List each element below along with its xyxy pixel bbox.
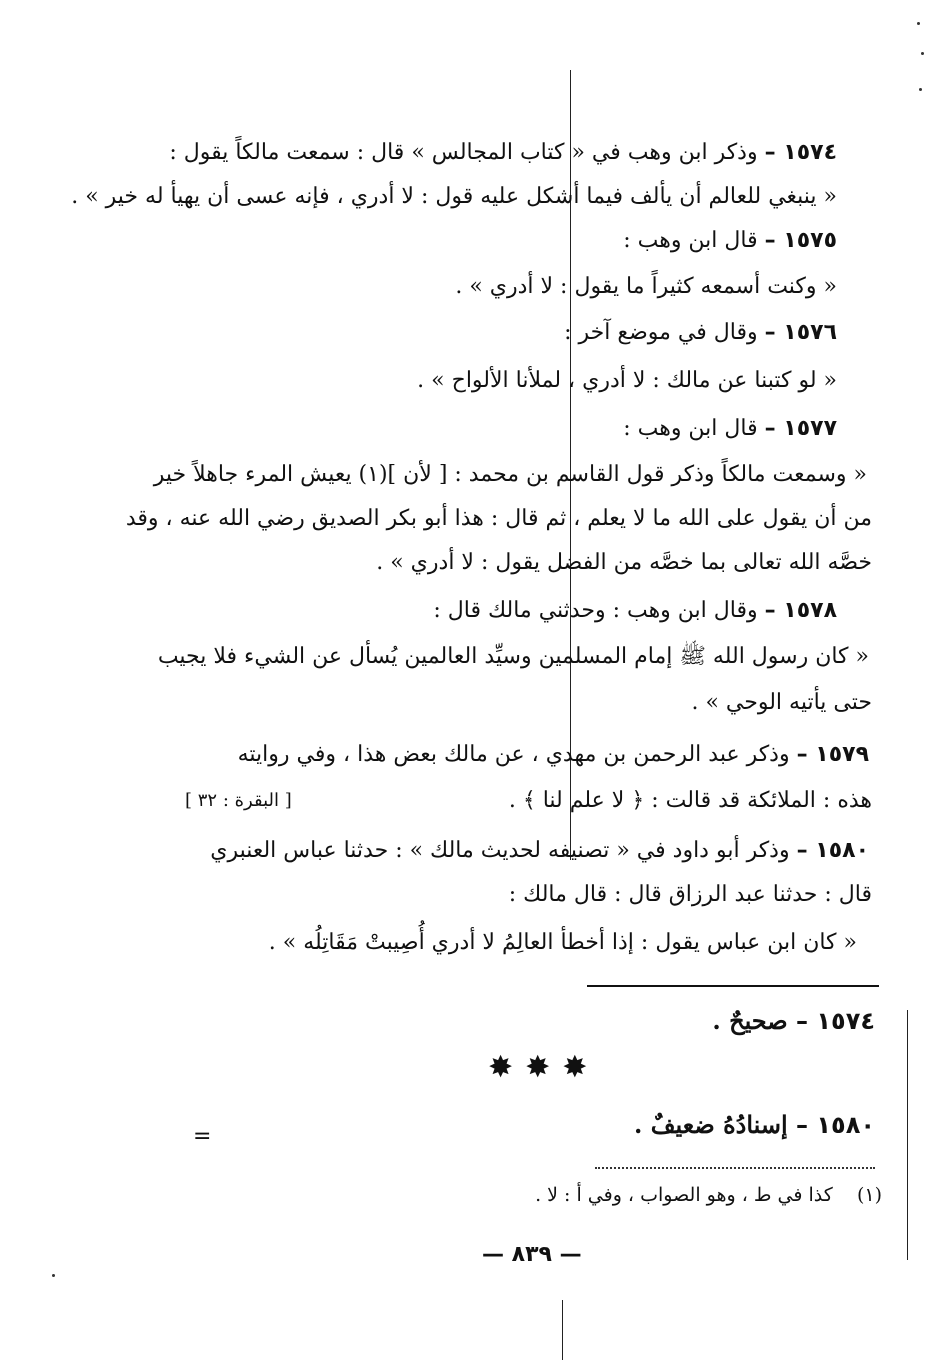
hadith-1577-line: ١٥٧٧ – قال ابن وهب : [623, 416, 837, 441]
note-1580: ١٥٨٠ – إسنادُهُ ضعيفٌ . [633, 1110, 875, 1139]
hadith-1575-line: ١٥٧٥ – قال ابن وهب : [623, 228, 837, 253]
hadith-1576-line: ١٥٧٦ – وقال في موضع آخر : [564, 320, 837, 345]
notes-separator [587, 985, 879, 987]
hadith-1574-quote: « ينبغي للعالم أن يألف فيما أشكل عليه قول : لا أدري ، فإنه عسى أن يهيأ له خير » . [71, 184, 837, 209]
scan-speck [917, 22, 920, 25]
hadith-1579-line: ١٥٧٩ – وذكر عبد الرحمن بن مهدي ، عن مالك بعض هذا ، وفي روايته [237, 742, 869, 767]
note-1574: ١٥٧٤ – صحيحٌ . [712, 1006, 875, 1035]
page-number: — ٨٣٩ — [482, 1242, 582, 1267]
footnote-separator [595, 1167, 875, 1169]
hadith-1580-line-2: قال : حدثنا عبد الرزاق قال : قال مالك : [508, 882, 872, 907]
hadith-1578-quote-1: « كان رسول الله ﷺ إمام المسلمين وسيِّد العالمين يُسأل عن الشيء فلا يجيب [157, 644, 869, 669]
scan-speck [52, 1274, 55, 1277]
section-stars-divider: ✸✸✸ [488, 1050, 600, 1085]
scan-speck [919, 88, 922, 91]
continuation-mark: = [193, 1124, 212, 1149]
footnote-1: (١) كذا في ط ، وهو الصواب ، وفي أ : لا . [535, 1184, 882, 1206]
hadith-1576-quote: « لو كتبنا عن مالك : لا أدري ، لملأنا الألواح » . [417, 368, 837, 393]
hadith-1578-line: ١٥٧٨ – وقال ابن وهب : وحدثني مالك قال : [433, 598, 837, 623]
hadith-1578-quote-2: حتى يأتيه الوحي » . [691, 690, 872, 715]
scan-artifact-line [907, 1010, 908, 1260]
hadith-1577-quote-1: « وسمعت مالكاً وذكر قول القاسم بن محمد : [ لأن ](١) يعيش المرء جاهلاً خير [153, 462, 867, 487]
hadith-1580-line: ١٥٨٠ – وذكر أبو داود في « تصنيفه لحديث مالك » : حدثنا عباس العنبري [210, 838, 869, 863]
hadith-1575-quote: « وكنت أسمعه كثيراً ما يقول : لا أدري » . [455, 274, 837, 299]
hadith-1574-line: ١٥٧٤ – وذكر ابن وهب في « كتاب المجالس » قال : سمعت مالكاً يقول : [169, 140, 837, 165]
hadith-1577-quote-2: من أن يقول على الله ما لا يعلم ، ثم قال : هذا أبو بكر الصديق رضي الله عنه ، وقد [125, 506, 872, 531]
quran-reference: [ البقرة : ٣٢ ] [185, 790, 292, 811]
hadith-1577-quote-3: خصَّه الله تعالى بما خصَّه من الفضل يقول : لا أدري » . [376, 550, 872, 575]
hadith-1579-quote: هذه : الملائكة قد قالت : ﴿ لا علم لنا ﴾ . [508, 788, 872, 813]
scan-artifact-line [562, 1300, 563, 1360]
hadith-1580-quote: « كان ابن عباس يقول : إذا أخطأ العالِمُ لا أدري أُصِيبتْ مَقَاتِلُه » . [268, 930, 857, 955]
scan-speck [921, 52, 924, 55]
